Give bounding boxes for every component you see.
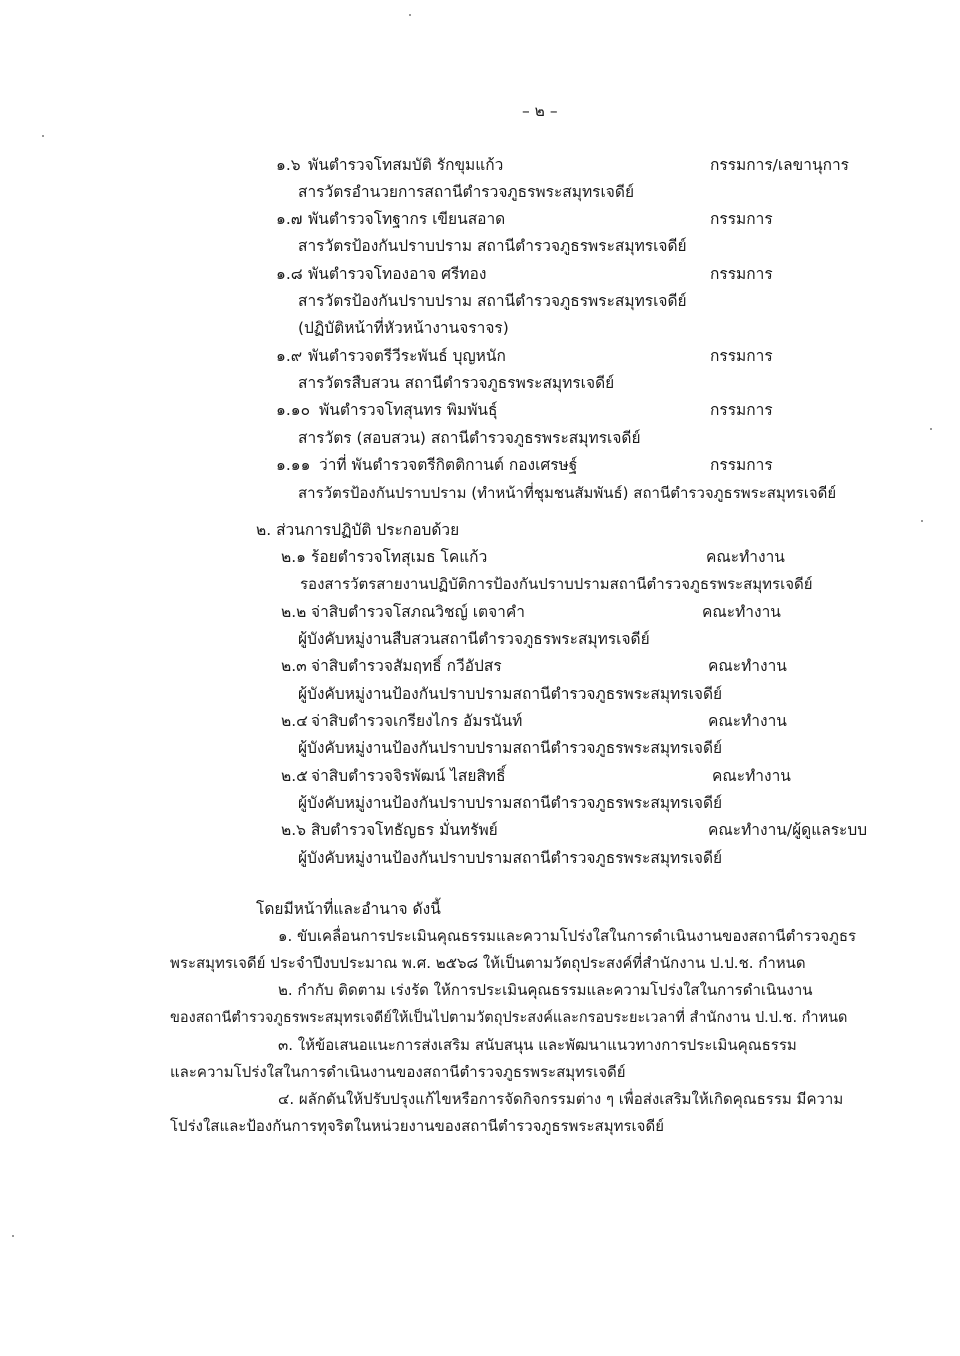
duty-line: พระสมุทรเจดีย์ ประจำปีงบประมาณ พ.ศ. ๒๕๖๘ ให้เป็นตามวัตถุประสงค์ที่สำนักงาน ป.ป.ช. กำหนด <box>170 954 806 972</box>
member-number: ๒.๖ <box>281 821 306 839</box>
member-position: ผู้บังคับหมู่งานป้องกันปราบปรามสถานีตำรวจภูธรพระสมุทรเจดีย์ <box>298 849 723 867</box>
member-role: กรรมการ/เลขานุการ <box>710 156 849 174</box>
duty-line: ๑. ขับเคลื่อนการประเมินคุณธรรมและความโปร่งใสในการดำเนินงานของสถานีตำรวจภูธร <box>278 927 857 945</box>
member-name: พันตำรวจโทฐากร เขียนสอาด <box>308 210 506 228</box>
member-position-note: (ปฏิบัติหน้าที่หัวหน้างานจราจร) <box>298 319 509 337</box>
scan-speck <box>42 135 44 137</box>
member-role: กรรมการ <box>710 401 773 419</box>
member-name: ว่าที่ พันตำรวจตรีกิตติกานต์ กองเศรษฐ์ <box>319 456 578 474</box>
scan-speck <box>409 14 411 16</box>
duty-line: ๓. ให้ข้อเสนอแนะการส่งเสริม สนับสนุน และพัฒนาแนวทางการประเมินคุณธรรม <box>278 1036 797 1054</box>
member-position: สารวัตรป้องกันปราบปราม สถานีตำรวจภูธรพระสมุทรเจดีย์ <box>298 292 687 310</box>
member-role: กรรมการ <box>710 265 773 283</box>
duty-line: โปร่งใสและป้องกันการทุจริตในหน่วยงานของสถานีตำรวจภูธรพระสมุทรเจดีย์ <box>170 1117 664 1135</box>
duty-line: ๔. ผลักดันให้ปรับปรุงแก้ไขหรือการจัดกิจกรรมต่าง ๆ เพื่อส่งเสริมให้เกิดคุณธรรม มีความ <box>278 1090 844 1108</box>
member-name: ร้อยตำรวจโทสุเมธ โคแก้ว <box>311 548 488 566</box>
member-name: พันตำรวจตรีวีระพันธ์ บุญหนัก <box>308 347 506 365</box>
member-number: ๒.๑ <box>281 548 306 566</box>
section-heading: ๒. ส่วนการปฏิบัติ ประกอบด้วย <box>256 521 460 539</box>
member-number: ๑.๑๑ <box>276 456 311 474</box>
scan-speck <box>930 428 932 430</box>
member-position: ผู้บังคับหมู่งานป้องกันปราบปรามสถานีตำรวจภูธรพระสมุทรเจดีย์ <box>298 685 723 703</box>
member-position: ผู้บังคับหมู่งานป้องกันปราบปรามสถานีตำรวจภูธรพระสมุทรเจดีย์ <box>298 794 723 812</box>
member-position: สารวัตรอำนวยการสถานีตำรวจภูธรพระสมุทรเจดีย์ <box>298 183 635 201</box>
member-name: จ่าสิบตำรวจจิรพัฒน์ ไสยสิทธิ์ <box>311 767 506 785</box>
member-position: สารวัตรป้องกันปราบปราม (ทำหน้าที่ชุมชนสัมพันธ์) สถานีตำรวจภูธรพระสมุทรเจดีย์ <box>298 484 837 502</box>
duty-line: ของสถานีตำรวจภูธรพระสมุทรเจดีย์ให้เป็นไปตามวัตถุประสงค์และกรอบระยะเวลาที่ สำนักงาน ป.ป.ช. กำหนด <box>170 1010 848 1026</box>
member-name: จ่าสิบตำรวจเกรียงไกร อัมรนันท์ <box>311 712 523 730</box>
member-position: สารวัตรป้องกันปราบปราม สถานีตำรวจภูธรพระสมุทรเจดีย์ <box>298 237 687 255</box>
member-name: พันตำรวจโทสุนทร พิมพันธุ์ <box>319 401 498 419</box>
member-role: คณะทำงาน <box>706 548 785 566</box>
scan-speck <box>12 1235 14 1237</box>
member-name: พันตำรวจโทองอาจ ศรีทอง <box>308 265 487 283</box>
duty-line: และความโปร่งใสในการดำเนินงานของสถานีตำรวจภูธรพระสมุทรเจดีย์ <box>170 1063 626 1081</box>
member-role: คณะทำงาน <box>708 657 787 675</box>
member-position: ผู้บังคับหมู่งานป้องกันปราบปรามสถานีตำรวจภูธรพระสมุทรเจดีย์ <box>298 739 723 757</box>
scan-speck <box>921 520 923 522</box>
member-name: จ่าสิบตำรวจสัมฤทธิ์ กวีอัปสร <box>311 657 502 675</box>
member-role: กรรมการ <box>710 347 773 365</box>
member-number: ๑.๖ <box>276 156 301 174</box>
member-position: สารวัตร (สอบสวน) สถานีตำรวจภูธรพระสมุทรเจดีย์ <box>298 429 641 447</box>
member-name: จ่าสิบตำรวจโสภณวิชญ์ เตจาคำ <box>311 603 525 621</box>
page-number: – ๒ – <box>522 102 558 120</box>
member-number: ๒.๔ <box>281 712 308 730</box>
member-name: พันตำรวจโทสมบัติ รักขุมแก้ว <box>308 156 504 174</box>
member-position: ผู้บังคับหมู่งานสืบสวนสถานีตำรวจภูธรพระสมุทรเจดีย์ <box>298 630 650 648</box>
member-role: คณะทำงาน <box>702 603 781 621</box>
member-number: ๑.๗ <box>276 210 303 228</box>
member-number: ๒.๕ <box>281 767 308 785</box>
member-number: ๑.๙ <box>276 347 303 365</box>
member-role: คณะทำงาน <box>708 712 787 730</box>
member-role: คณะทำงาน/ผู้ดูแลระบบ <box>708 821 868 839</box>
member-role: กรรมการ <box>710 456 773 474</box>
duty-line: ๒. กำกับ ติดตาม เร่งรัด ให้การประเมินคุณธรรมและความโปร่งใสในการดำเนินงาน <box>278 981 813 999</box>
member-role: กรรมการ <box>710 210 773 228</box>
member-number: ๒.๓ <box>281 657 307 675</box>
member-name: สิบตำรวจโทธัญธร มั่นทรัพย์ <box>311 821 498 839</box>
member-role: คณะทำงาน <box>712 767 791 785</box>
member-number: ๑.๑๐ <box>276 401 311 419</box>
member-number: ๒.๒ <box>281 603 307 621</box>
member-position: รองสารวัตรสายงานปฏิบัติการป้องกันปราบปรามสถานีตำรวจภูธรพระสมุทรเจดีย์ <box>300 575 813 593</box>
member-position: สารวัตรสืบสวน สถานีตำรวจภูธรพระสมุทรเจดีย์ <box>298 374 615 392</box>
duties-heading: โดยมีหน้าที่และอำนาจ ดังนี้ <box>256 900 441 918</box>
member-number: ๑.๘ <box>276 265 303 283</box>
